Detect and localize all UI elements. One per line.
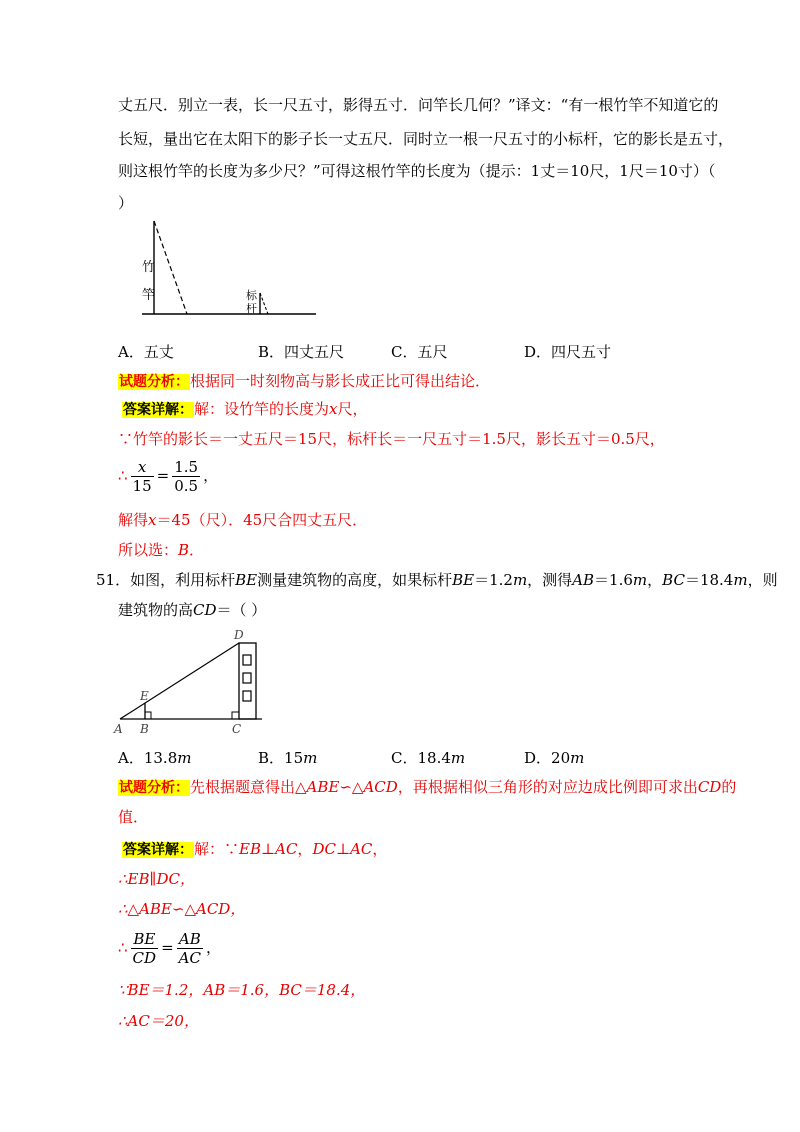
text: 解：∵ [194, 840, 240, 858]
text: ，再根据相似三角形的对应边成比例即可求出 [397, 778, 698, 796]
rod-label-1: 标 [246, 289, 257, 302]
var: AB [572, 571, 595, 589]
p50-option-b[interactable]: B．四丈五尺 [258, 343, 345, 361]
text: ⊥ [335, 840, 351, 858]
text: 的 [721, 778, 737, 796]
comma: ， [205, 938, 221, 957]
text: ＝（ ） [216, 601, 267, 619]
unit: m [632, 571, 648, 589]
point-c: C [232, 722, 242, 736]
unit: m [450, 749, 466, 767]
text: ∽△ [339, 778, 364, 796]
p50-analysis [118, 371, 490, 392]
var-x: x [329, 400, 338, 418]
p51-option-d[interactable] [524, 747, 584, 768]
equals: = [156, 466, 170, 485]
p51-answer-line5: ∵BE＝1.2，AB＝1.6，BC＝18.4， [118, 981, 366, 999]
p50-proportion [118, 458, 218, 495]
var-x: x [148, 511, 157, 529]
fraction-be-cd [131, 930, 159, 967]
problem51-line1 [96, 570, 778, 590]
therefore: ∴ [118, 466, 128, 485]
p51-answer-line3: ∴△ABE∽△ACD， [118, 900, 246, 918]
text: 51．如图，利用标杆 [96, 571, 236, 589]
numerator: 1.5 [174, 458, 199, 476]
p51-proportion [118, 930, 221, 967]
denominator: 0.5 [174, 477, 199, 495]
problem50-line3: 则这根竹竿的长度为多少尺？”可得这根竹竿的长度为（提示：1丈＝10尺，1尺＝10寸）（ [118, 162, 716, 180]
text: ＝45（尺）．45尺合四丈五尺． [156, 511, 368, 529]
text: ， [647, 571, 663, 589]
unit: m [570, 749, 585, 767]
problem50-line2: 长短，量出它在太阳下的影子长一丈五尺．同时立一根一尺五寸的小标杆，它的影长是五寸， [118, 130, 734, 148]
p51-answer-line2: ∴EB∥DC， [118, 870, 195, 888]
unit: m [512, 571, 528, 589]
text: ， [297, 840, 313, 858]
text: ＝1.6 [594, 571, 633, 589]
point-e: E [140, 689, 149, 703]
var: BC [662, 571, 685, 589]
p50-option-a[interactable]: A．五丈 [118, 343, 174, 361]
p51-option-b[interactable] [258, 747, 317, 768]
comma: ， [203, 466, 219, 485]
text: 解得 [118, 511, 149, 529]
var: ABE [306, 778, 340, 796]
p50-answer-line1 [122, 399, 368, 420]
text: 所以选： [118, 541, 179, 559]
text: ⊥ [261, 840, 276, 858]
unit: m [303, 749, 318, 767]
text: ， [372, 840, 388, 858]
option-value: A．13.8 [118, 749, 178, 767]
equals: = [161, 938, 174, 957]
p51-answer-line6: ∴AC＝20， [118, 1012, 199, 1030]
answer-tag: 答案详解： [123, 842, 193, 858]
text: 先根据题意得出△ [190, 778, 307, 796]
p51-analysis-line1 [118, 777, 736, 798]
analysis-tag: 试题分析： [119, 780, 189, 796]
text: 测量建筑物的高度，如果标杆 [257, 571, 453, 589]
p50-answer-line4 [118, 510, 367, 530]
var: BE [235, 571, 258, 589]
var: AC [350, 840, 373, 858]
var: ACD [363, 778, 398, 796]
text: ． [189, 541, 205, 559]
problem51-line2 [118, 600, 266, 620]
text: ，测得 [527, 571, 573, 589]
numerator: BE [131, 930, 159, 949]
pole-label-2: 竿 [142, 288, 156, 303]
p51-option-c[interactable] [391, 747, 465, 768]
p51-option-a[interactable] [118, 747, 191, 768]
text: 建筑物的高 [118, 601, 194, 619]
rod-label-2: 杆 [246, 302, 257, 315]
analysis-text: 根据同一时刻物高与影长成正比可得出结论． [190, 372, 491, 390]
text: 解：设竹竿的长度为 [194, 400, 330, 418]
var: CD [193, 601, 217, 619]
var: AC [275, 840, 298, 858]
p51-answer-line1 [122, 839, 387, 860]
option-value: B．15 [258, 749, 304, 767]
numerator: AB [177, 930, 203, 949]
p50-answer-line5 [118, 540, 204, 560]
therefore: ∴ [118, 938, 128, 957]
var: DC [312, 840, 336, 858]
pole-label-1: 竹 [142, 260, 156, 275]
p50-answer-line2: ∵竹竿的影长＝一丈五尺＝15尺，标杆长＝一尺五寸＝1.5尺，影长五寸＝0.5尺， [118, 430, 665, 448]
p50-option-d[interactable]: D．四尺五寸 [524, 343, 612, 361]
option-value: C．18.4 [391, 749, 451, 767]
var-b: B [178, 541, 190, 559]
answer-tag: 答案详解： [123, 402, 193, 418]
denominator: CD [132, 949, 157, 967]
p51-analysis-line2: 值． [118, 808, 149, 826]
denominator: 15 [132, 477, 152, 495]
var: BE [452, 571, 475, 589]
denominator: AC [178, 949, 201, 967]
building-figure [112, 625, 272, 740]
fraction-x-15 [131, 458, 154, 495]
point-d: D [234, 628, 244, 642]
text: ＝18.4 [684, 571, 734, 589]
var: CD [697, 778, 722, 796]
text: ，则 [747, 571, 778, 589]
analysis-tag: 试题分析： [119, 374, 189, 390]
unit: m [733, 571, 748, 589]
fraction-ab-ac [177, 930, 203, 967]
option-value: D．20 [524, 749, 571, 767]
fraction-1.5-0.5 [172, 458, 200, 495]
var: EB [239, 840, 261, 858]
p50-option-c[interactable]: C．五尺 [391, 343, 448, 361]
pole-shadow-figure [140, 215, 320, 320]
problem50-line4: ） [118, 194, 134, 212]
point-a: A [114, 722, 123, 736]
text: 尺， [337, 400, 368, 418]
unit: m [177, 749, 192, 767]
text: ＝1.2 [474, 571, 513, 589]
numerator: x [131, 458, 154, 477]
point-b: B [140, 722, 149, 736]
problem50-line1: 丈五尺．别立一表，长一尺五寸，影得五寸．问竿长几何？”译文：“有一根竹竿不知道它的 [118, 96, 719, 114]
